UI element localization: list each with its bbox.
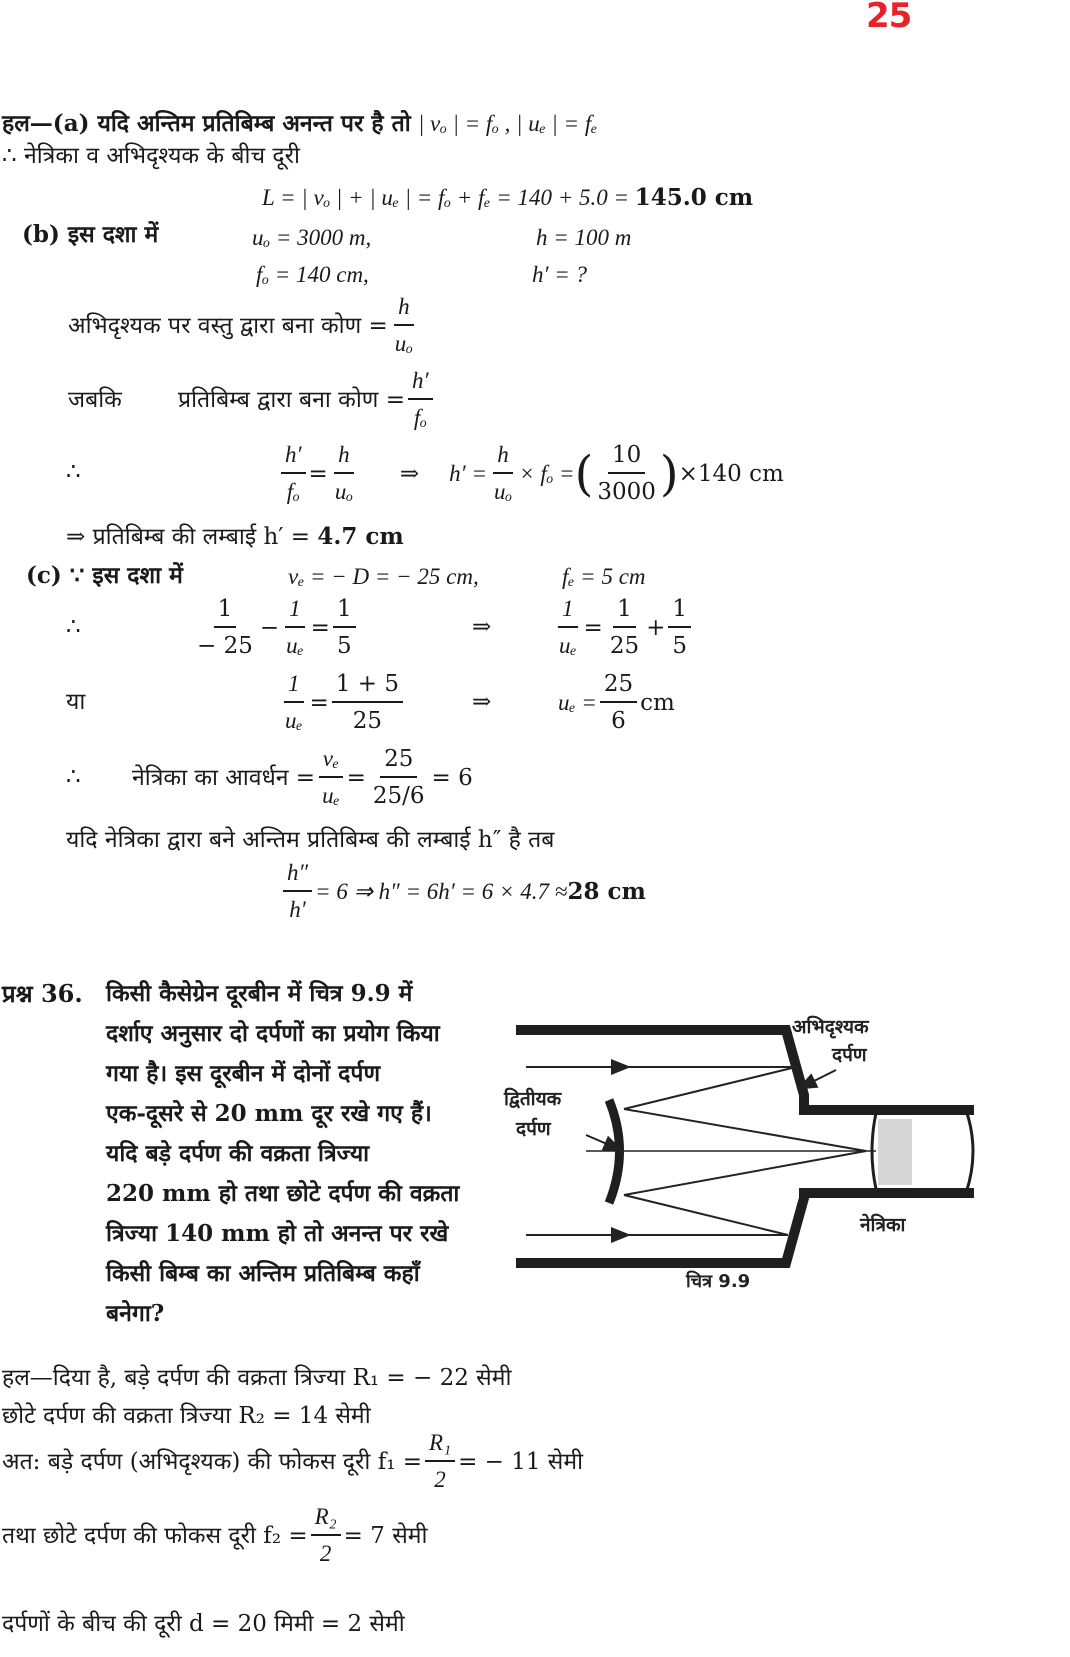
result-value: 4.7 cm [317, 523, 404, 550]
given-h: h = 100 m [536, 225, 632, 250]
while-label: जबकि [68, 387, 122, 413]
fraction-numerator: h [334, 438, 354, 474]
fraction-denominator: h′ [289, 897, 306, 922]
fraction [281, 667, 307, 739]
figure-cassegrain-telescope [506, 1015, 986, 1315]
solution-a-line2: ∴ नेत्रिका व अभिदृश्यक के बीच दूरी [2, 143, 300, 169]
final-image-statement: यदि नेत्रिका द्वारा बने अन्तिम प्रतिबिम्ब की लम्बाई h″ है तब [66, 827, 555, 853]
fraction-denominator: uₑ [285, 708, 303, 733]
angle-object-fraction [391, 290, 417, 362]
fraction-numerator: 1 [613, 592, 636, 628]
fraction-numerator: R₁ [425, 1426, 455, 1462]
given-fe: fₑ = 5 cm [562, 564, 646, 589]
fraction-denominator: uₑ [286, 633, 304, 658]
fraction [606, 592, 643, 664]
solution-a-condition: | vₒ | = fₒ , | uₑ | = fₑ [417, 111, 598, 136]
solution-a-line1 [2, 110, 597, 138]
focal-length-f1-label: अत: बड़े दर्पण (अभिदृश्यक) की फोकस दूरी f₁ = [2, 1449, 423, 1475]
fraction [668, 592, 691, 664]
lens-equation-3 [278, 667, 406, 739]
question-line: बनेगा? [106, 1300, 165, 1327]
implies-arrow: ⇒ [472, 689, 492, 715]
fraction-numerator: 1 [333, 592, 356, 628]
focal-length-f2-label: तथा छोटे दर्पण की फोकस दूरी f₂ = [2, 1523, 308, 1549]
fraction-numerator: R₂ [311, 1500, 341, 1536]
final-image-equation [280, 856, 646, 928]
or-label: या [66, 689, 86, 715]
fraction-denominator: fₒ [286, 479, 300, 504]
times-140: ×140 cm [678, 461, 784, 487]
fraction-numerator: h [394, 290, 414, 326]
implies-arrow: ⇒ [472, 614, 492, 640]
given-uo: uₒ = 3000 m, [252, 225, 372, 250]
fraction-denominator: uₑ [559, 633, 577, 658]
fraction [332, 667, 403, 739]
fraction-denominator: 25 [352, 708, 383, 734]
left-paren: ( [574, 446, 594, 502]
fraction [333, 592, 356, 664]
label-objective-mirror: अभिदृश्यक [792, 1016, 869, 1038]
label-objective-mirror-2: दर्पण [832, 1044, 867, 1066]
page-number: 25 [866, 0, 912, 36]
focal-length-f2-value: = 7 सेमी [343, 1523, 428, 1549]
fraction-numerator: h [493, 438, 513, 474]
question-line: गया है। इस दूरबीन में दोनों दर्पण [106, 1060, 381, 1087]
right-paren: ) [659, 446, 679, 502]
fraction-numerator: 1 [214, 592, 237, 628]
ue-result [558, 667, 675, 739]
fraction-denominator: uₒ [394, 331, 413, 356]
minus-sign: − [259, 615, 280, 641]
fraction [193, 592, 257, 664]
fraction-denominator: 5 [672, 633, 688, 659]
fraction-numerator: 25 [600, 667, 637, 703]
therefore-symbol-mag: ∴ [66, 764, 81, 790]
lens-equation-1 [190, 592, 359, 664]
equals-sign: = [308, 461, 328, 487]
fraction [318, 742, 344, 814]
solution-36-line1: हल—दिया है, बड़े दर्पण की वक्रता त्रिज्या R₁ = − 22 सेमी [2, 1365, 512, 1391]
fraction-denominator: uₑ [322, 783, 340, 808]
fraction-numerator: h′ [408, 364, 433, 400]
question-label: प्रश्न 36. [2, 979, 83, 1008]
ratio-rhs-fraction [331, 438, 357, 510]
label-secondary-mirror: द्वितीयक [504, 1088, 562, 1110]
fraction-numerator: 1 [558, 592, 578, 628]
result-label: ⇒ प्रतिबिम्ब की लम्बाई h′ = [66, 524, 318, 550]
fraction-denominator: 2 [434, 1467, 446, 1492]
fraction [600, 667, 637, 739]
question-line: यदि बड़े दर्पण की वक्रता त्रिज्या [106, 1140, 370, 1167]
equation-L: L = | vₒ | + | uₑ | = fₒ + fₑ = 140 + 5.0 = [262, 185, 635, 210]
fraction-numerator: 10 [608, 438, 645, 474]
fraction-numerator: h″ [283, 856, 312, 892]
fraction-denominator: fₒ [413, 405, 427, 430]
final-equation-text: = 6 ⇒ h″ = 6h′ = 6 × 4.7 ≈ [315, 879, 568, 904]
focal-length-f1-value: = − 11 सेमी [458, 1449, 584, 1475]
question-line: दर्शाए अनुसार दो दर्पणों का प्रयोग किया [106, 1020, 440, 1047]
equals-sign: = [309, 690, 329, 716]
question-body [106, 974, 459, 1334]
fraction-numerator: 25 [380, 742, 417, 778]
paren-fraction [593, 438, 660, 510]
fraction-denominator: 25/6 [372, 783, 425, 809]
given-ve: vₑ = − D = − 25 cm, [288, 564, 479, 589]
fraction [369, 742, 429, 814]
lens-equation-2 [552, 592, 694, 664]
fraction-denominator: uₒ [493, 479, 513, 504]
fraction-denominator: 6 [611, 708, 626, 734]
question-line: किसी बिम्ब का अन्तिम प्रतिबिम्ब कहाँ [106, 1260, 420, 1287]
fraction-denominator: 5 [336, 633, 352, 659]
question-line: एक-दूसरे से 20 mm दूर रखे गए हैं। [106, 1100, 432, 1127]
fraction-numerator: 1 [285, 592, 305, 628]
equation-L-result: 145.0 cm [634, 184, 754, 211]
ratio-lhs-fraction [281, 438, 306, 510]
magnification-equation [132, 742, 473, 814]
result-image-length [66, 523, 404, 551]
fraction-numerator: 1 [668, 592, 691, 628]
solution-36-line3 [2, 1426, 583, 1498]
ue-lhs: uₑ = [558, 690, 597, 715]
solution-36-line5: दर्पणों के बीच की दूरी d = 20 मिमी = 2 सेमी [2, 1611, 405, 1637]
label-eyepiece: नेत्रिका [860, 1214, 906, 1236]
equals-sign: = [310, 615, 330, 641]
given-fo: fₒ = 140 cm, [256, 262, 369, 287]
fraction [555, 592, 581, 664]
equation-tube-length [262, 184, 753, 212]
question-line: त्रिज्या 140 mm हो तो अनन्त पर रखे [106, 1220, 449, 1247]
fraction [283, 856, 312, 928]
fraction-denominator: 3000 [597, 479, 656, 505]
figure-caption: चित्र 9.9 [686, 1271, 751, 1292]
fraction-denominator: 25 [609, 633, 640, 659]
angle-object-label: अभिदृश्यक पर वस्तु द्वारा बना कोण = [68, 313, 388, 339]
question-line: किसी कैसेग्रेन दूरबीन में चित्र 9.9 में [106, 980, 413, 1007]
angle-image-equation [68, 364, 436, 436]
solution-c-label: (c) ∵ इस दशा में [26, 562, 183, 589]
label-secondary-mirror-2: दर्पण [516, 1118, 551, 1140]
magnification-result: = 6 [431, 765, 473, 791]
fraction-denominator: 2 [319, 1541, 332, 1566]
solution-b-label: (b) इस दशा में [22, 221, 159, 248]
angle-image-fraction [408, 364, 433, 436]
fraction-denominator: − 25 [197, 633, 253, 659]
given-h-prime: h′ = ? [532, 262, 588, 287]
fraction [425, 1426, 455, 1498]
fraction-numerator: 1 + 5 [332, 667, 403, 703]
final-result: 28 cm [567, 878, 646, 905]
angle-image-label: प्रतिबिम्ब द्वारा बना कोण = [178, 387, 406, 413]
solution-36-line2: छोटे दर्पण की वक्रता त्रिज्या R₂ = 14 सेमी [2, 1403, 371, 1429]
unit: cm [640, 690, 675, 716]
question-line: 220 mm हो तथा छोटे दर्पण की वक्रता [106, 1180, 460, 1207]
fraction-numerator: 1 [284, 667, 304, 703]
plus-sign: + [646, 615, 666, 641]
therefore-symbol-c: ∴ [66, 614, 81, 640]
equals-sign: = [346, 765, 366, 791]
fraction [311, 1500, 341, 1572]
fraction [282, 592, 308, 664]
solution-36-line4 [2, 1500, 427, 1572]
implies-arrow: ⇒ [399, 461, 420, 487]
fraction-numerator: h′ [281, 438, 306, 474]
telescope-diagram [506, 1015, 986, 1285]
h-prime-lhs: h′ = [449, 461, 487, 486]
h-over-uo-fraction [490, 438, 516, 510]
times-fo: × fₒ = [519, 461, 575, 486]
therefore-symbol: ∴ [66, 459, 81, 485]
equals-sign: = [583, 615, 603, 641]
angle-object-equation [68, 290, 420, 362]
fraction-numerator: vₑ [319, 742, 343, 778]
fraction-denominator: uₒ [334, 479, 353, 504]
magnification-label: नेत्रिका का आवर्धन = [132, 765, 316, 791]
ratio-equation [278, 438, 784, 510]
solution-a-intro: हल—(a) यदि अन्तिम प्रतिबिम्ब अनन्त पर है तो [2, 110, 411, 137]
